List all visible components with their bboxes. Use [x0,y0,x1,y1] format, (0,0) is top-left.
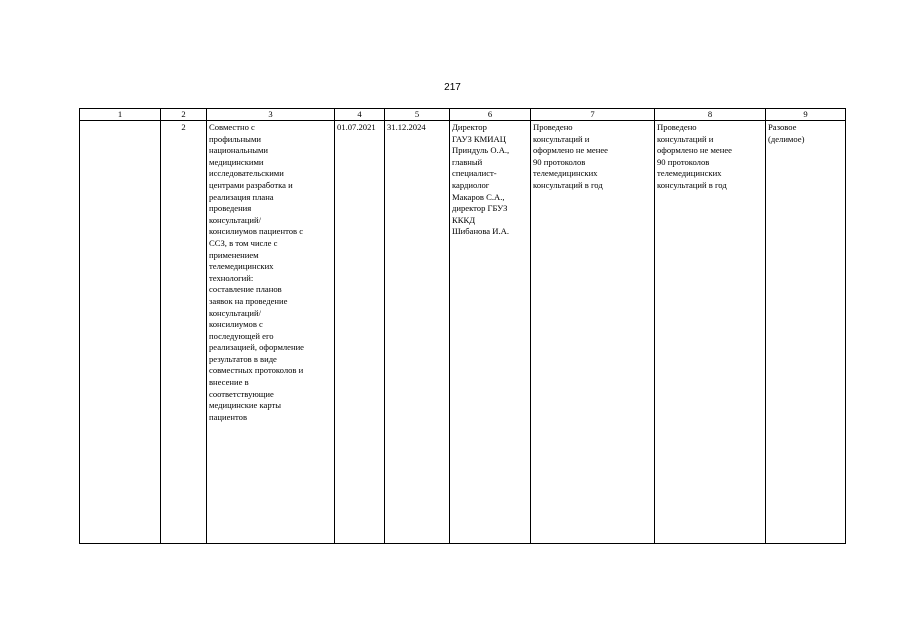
cell-item-number: 2 [161,121,207,544]
cell-responsible: Директор ГАУЗ КМИАЦ Приндуль О.А., главный специалист- кардиолог Макаров С.А., директор ГБУЗ КККД Шибанова И.А. [450,121,531,544]
plan-table [79,108,846,544]
header-col-1: 1 [80,109,161,121]
cell-type: Разовое (делимое) [766,121,846,544]
cell-indicator: Проведено консультаций и оформлено не менее 90 протоколов телемедицинских консультаций в год [655,121,766,544]
cell-start-date: 01.07.2021 [335,121,385,544]
header-row [80,109,846,121]
header-col-2: 2 [161,109,207,121]
cell-col-1 [80,121,161,544]
header-col-8: 8 [655,109,766,121]
header-col-5: 5 [385,109,450,121]
table-row [80,121,846,544]
header-col-7: 7 [531,109,655,121]
header-col-9: 9 [766,109,846,121]
cell-result: Проведено консультаций и оформлено не менее 90 протоколов телемедицинских консультаций в год [531,121,655,544]
header-col-6: 6 [450,109,531,121]
header-col-4: 4 [335,109,385,121]
cell-activity-description: Совместно с профильными национальными медицинскими исследовательскими центрами разработка и реализация плана проведения консультаций/ консилиумов пациентов с ССЗ, в том числе с применением телемедицинских технологий: составление планов заявок на проведение консультаций/ консилиумов с последующей его реализацией, оформление результатов в виде совместных протоколов и внесение в соответствующие медицинские карты пациентов [207,121,335,544]
header-col-3: 3 [207,109,335,121]
cell-end-date: 31.12.2024 [385,121,450,544]
page-number: 217 [444,82,461,93]
